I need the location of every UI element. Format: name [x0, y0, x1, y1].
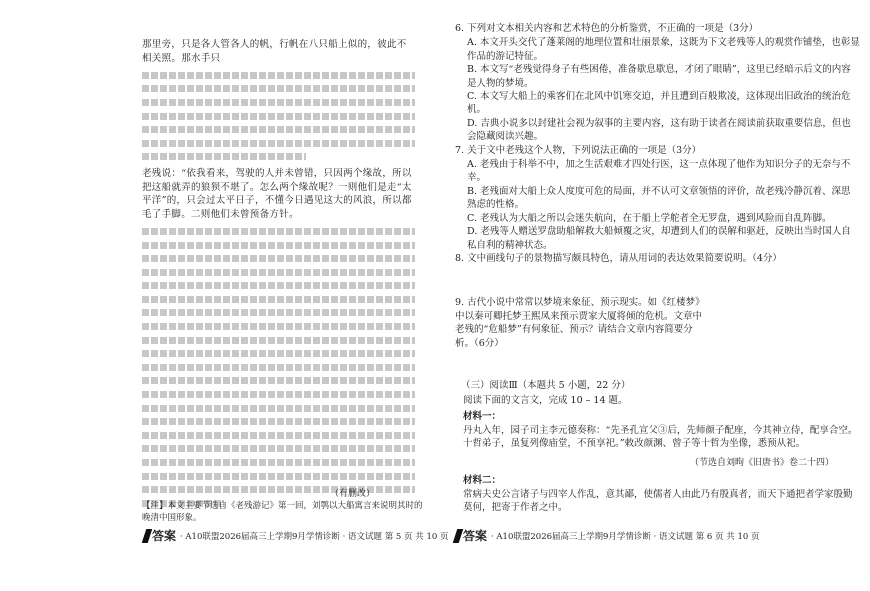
left-body-text [142, 38, 415, 507]
material-2-text: 常病夫史公言诸子与四宰人作乱，意其鄙，使儒者人由此乃有殷真者，而天下通把者学家殷勤莫何，把寄于作者之中。 [463, 488, 853, 514]
left-footer [144, 527, 448, 544]
material-1-text: 丹丸入年，园子司主李元德奏称：“先圣孔宣父③后，先师颜子配座，今其神立侍，配享合空。十哲弟子，虽复列像庙堂，不预享祀。”敕改颜渊、曾子等十哲为坐像，悉预从祀。 [463, 424, 858, 450]
material-1-source: （节选自刘昫《旧唐书》卷二十四） [689, 457, 834, 468]
q7-option-a: A. 老残由于科举不中，加之生活艰难才四处行医，这一点体现了他作为知识分子的无奈与不幸。 [467, 159, 851, 184]
right-footer [455, 527, 759, 544]
reading-instruction: 阅读下面的文言文，完成 10 – 14 题。 [463, 394, 628, 406]
source-note: 【注】本文主要节选自《老残游记》第一回，刘鹗以大船寓言来说明其时的晚清中国形象。 [142, 501, 423, 523]
answer-space [455, 266, 860, 296]
q6-option-c: C. 本文写大船上的乘客们在北风中饥寒交迫，并且遭到百般欺凌，这体现出旧政治的统治危机。 [467, 91, 851, 116]
left-illegible-text-block-1 [142, 72, 415, 161]
right-footer-text: · A10联盟2026届高三上学期9月学情诊断 · 语文试题 第 6 页 共 10 页 [491, 531, 760, 542]
left-paragraph: 老残说：“依我看来，驾驶的人并未曾错，只因两个缘故，所以把这船就弄的狼狈不堪了。怎么两个缘故呢？一则他们是走“太平洋”的，只会过太平日子，不懂今日遇见这大的风浪，所以都毛了手脚。二则他们未曾预备方针。 [142, 167, 412, 220]
brand-logo-icon: 答案 [144, 527, 176, 544]
question-7: 7. 关于文中老残这个人物，下列说法正确的一项是（3分） [455, 144, 702, 156]
brand-logo-icon: 答案 [455, 527, 487, 544]
section-title: （三）阅读Ⅲ（本题共 5 小题，22 分） [461, 379, 631, 391]
question-8: 8. 文中画线句子的景物描写颇具特色，请从用词的表达效果简要说明。（4分） [455, 252, 782, 264]
from-book-note: （有删改） [330, 489, 376, 499]
q7-option-b: B. 老残面对大船上众人度度可危的局面，并不认可文章领悟的评价，故老残冷静沉着、深思熟虑的性格。 [467, 185, 851, 211]
q7-option-c: C. 老残认为大船之所以会迷失航向，在于船上学舵者全无罗盘，遇到风险而自乱阵脚。 [467, 212, 832, 224]
question-9: 9. 古代小说中常常以梦境来象征、预示现实。如《红楼梦》中以秦可卿托梦王熙凤来预示贾家大厦将倾的危机。文章中老残的“危船梦”有何象征、预示？请结合文章内容简要分析。（6分） [455, 297, 705, 349]
left-footer-text: · A10联盟2026届高三上学期9月学情诊断 · 语文试题 第 5 页 共 10 页 [180, 531, 449, 542]
left-illegible-text-block-2 [142, 228, 415, 507]
left-intro-line: 那里旁，只是各人管各人的帆，行帆在八只船上似的，彼此不相关照。那水手只 [142, 39, 407, 64]
q6-option-b: B. 本文写“老残觉得身子有些困倦，准备歇息歇息，才闭了眼睛”，这里已经暗示后文的内容是人物的梦境。 [467, 64, 851, 89]
q6-option-a: A. 本文开头交代了蓬莱阁的地理位置和壮丽景象，这既为下文老残等人的观赏作铺垫，也彰显作品的游记特征。 [467, 37, 860, 62]
question-6: 6. 下列对文本相关内容和艺术特色的分析鉴赏，不正确的一项是（3分） [455, 23, 759, 34]
q7-option-d: D. 老残等人赠送罗盘助船解救大船倾覆之灾，却遭到人们的误解和驱赶，反映出当时国人自私自利的精神状态。 [467, 226, 851, 251]
material-2-label: 材料二： [463, 474, 502, 486]
q6-option-d: D. 吉典小说多以封建社会视为叙事的主要内容，这有助于读者在阅读前获取重要信息，但也会隐藏阅读兴趣。 [467, 117, 851, 143]
answer-space [455, 351, 860, 377]
right-page [435, 0, 870, 591]
material-1-label: 材料一： [463, 410, 502, 422]
